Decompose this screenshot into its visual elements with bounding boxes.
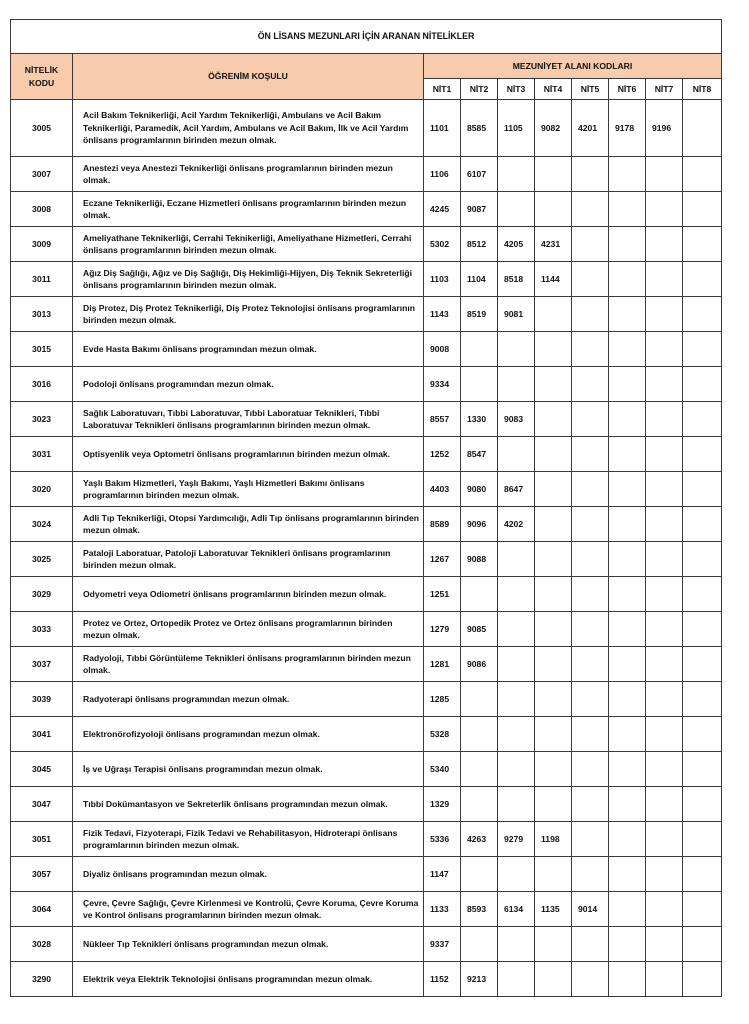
nit4-cell bbox=[535, 612, 572, 647]
ogrenim-kosulu-cell: Fizik Tedavi, Fizyoterapi, Fizik Tedavi ve Rehabilitasyon, Hidroterapi önlisans programlarının birinden mezun olmak. bbox=[73, 822, 424, 857]
nit6-cell bbox=[609, 822, 646, 857]
table-row bbox=[11, 612, 722, 647]
nit6-cell bbox=[609, 192, 646, 227]
nit3-cell bbox=[498, 682, 535, 717]
header-nit7: NİT7 bbox=[646, 79, 683, 100]
nit6-cell bbox=[609, 962, 646, 997]
table-row bbox=[11, 192, 722, 227]
nit4-cell bbox=[535, 577, 572, 612]
nit5-cell bbox=[572, 682, 609, 717]
nit1-cell: 1251 bbox=[424, 577, 461, 612]
nit6-cell bbox=[609, 472, 646, 507]
table-row bbox=[11, 437, 722, 472]
nit7-cell bbox=[646, 822, 683, 857]
nit6-cell bbox=[609, 332, 646, 367]
header-mezuniyet-alani-kodlari: MEZUNİYET ALANI KODLARI bbox=[424, 54, 722, 79]
ogrenim-kosulu-cell: Radyoterapi önlisans programından mezun olmak. bbox=[73, 682, 424, 717]
header-nit4: NİT4 bbox=[535, 79, 572, 100]
nit2-cell bbox=[461, 367, 498, 402]
nit3-cell bbox=[498, 927, 535, 962]
table-row bbox=[11, 752, 722, 787]
table-row bbox=[11, 577, 722, 612]
nit8-cell bbox=[683, 752, 722, 787]
nit1-cell: 1329 bbox=[424, 787, 461, 822]
nit5-cell bbox=[572, 402, 609, 437]
nit1-cell: 1279 bbox=[424, 612, 461, 647]
nit3-cell bbox=[498, 367, 535, 402]
nit1-cell: 1147 bbox=[424, 857, 461, 892]
header-nit3: NİT3 bbox=[498, 79, 535, 100]
nit8-cell bbox=[683, 402, 722, 437]
ogrenim-kosulu-cell: Odyometri veya Odiometri önlisans programlarının birinden mezun olmak. bbox=[73, 577, 424, 612]
table-body bbox=[11, 100, 722, 997]
table-row bbox=[11, 100, 722, 157]
nit5-cell bbox=[572, 192, 609, 227]
nit3-cell: 8647 bbox=[498, 472, 535, 507]
nit3-cell: 1105 bbox=[498, 100, 535, 157]
nit3-cell bbox=[498, 857, 535, 892]
nit8-cell bbox=[683, 612, 722, 647]
nit1-cell: 5340 bbox=[424, 752, 461, 787]
nit4-cell: 1198 bbox=[535, 822, 572, 857]
nit1-cell: 9008 bbox=[424, 332, 461, 367]
nit6-cell bbox=[609, 682, 646, 717]
nitelik-code-cell: 3005 bbox=[11, 100, 73, 157]
nit8-cell bbox=[683, 787, 722, 822]
header-nit2: NİT2 bbox=[461, 79, 498, 100]
nit6-cell bbox=[609, 892, 646, 927]
nit8-cell bbox=[683, 227, 722, 262]
table-row bbox=[11, 402, 722, 437]
nit7-cell bbox=[646, 507, 683, 542]
nit3-cell bbox=[498, 542, 535, 577]
nit7-cell bbox=[646, 787, 683, 822]
nitelik-code-cell: 3009 bbox=[11, 227, 73, 262]
nit7-cell bbox=[646, 577, 683, 612]
nit8-cell bbox=[683, 472, 722, 507]
nit6-cell bbox=[609, 157, 646, 192]
nit2-cell: 8519 bbox=[461, 297, 498, 332]
ogrenim-kosulu-cell: Protez ve Ortez, Ortopedik Protez ve Ortez önlisans programlarının birinden mezun olmak. bbox=[73, 612, 424, 647]
nit3-cell bbox=[498, 332, 535, 367]
nit6-cell bbox=[609, 297, 646, 332]
nit2-cell bbox=[461, 752, 498, 787]
nit5-cell bbox=[572, 227, 609, 262]
nit3-cell: 4205 bbox=[498, 227, 535, 262]
nit1-cell: 1285 bbox=[424, 682, 461, 717]
nit1-cell: 9334 bbox=[424, 367, 461, 402]
nit4-cell bbox=[535, 647, 572, 682]
nit2-cell: 9096 bbox=[461, 507, 498, 542]
nit4-cell: 4231 bbox=[535, 227, 572, 262]
nit7-cell bbox=[646, 192, 683, 227]
nit2-cell bbox=[461, 577, 498, 612]
nit5-cell: 4201 bbox=[572, 100, 609, 157]
header-nit8: NİT8 bbox=[683, 79, 722, 100]
nit4-cell bbox=[535, 472, 572, 507]
table-row bbox=[11, 892, 722, 927]
ogrenim-kosulu-cell: Anestezi veya Anestezi Teknikerliği önlisans programlarının birinden mezun olmak. bbox=[73, 157, 424, 192]
nit3-cell: 8518 bbox=[498, 262, 535, 297]
table-row bbox=[11, 472, 722, 507]
nit6-cell bbox=[609, 507, 646, 542]
nit6-cell bbox=[609, 927, 646, 962]
nitelik-code-cell: 3045 bbox=[11, 752, 73, 787]
ogrenim-kosulu-cell: Çevre, Çevre Sağlığı, Çevre Kirlenmesi ve Kontrolü, Çevre Koruma, Çevre Koruma ve Kontrol önlisans programlarının birinden mezun olmak. bbox=[73, 892, 424, 927]
nitelik-code-cell: 3008 bbox=[11, 192, 73, 227]
nit8-cell bbox=[683, 647, 722, 682]
nit8-cell bbox=[683, 367, 722, 402]
nit1-cell: 4245 bbox=[424, 192, 461, 227]
header-ogrenim-kosulu: ÖĞRENİM KOŞULU bbox=[73, 54, 424, 100]
nit5-cell bbox=[572, 787, 609, 822]
ogrenim-kosulu-cell: Adli Tıp Teknikerliği, Otopsi Yardımcılığı, Adli Tıp önlisans programlarının birinden mezun olmak. bbox=[73, 507, 424, 542]
nit7-cell bbox=[646, 612, 683, 647]
nit8-cell bbox=[683, 100, 722, 157]
nit4-cell bbox=[535, 157, 572, 192]
nit4-cell bbox=[535, 962, 572, 997]
nit3-cell: 9083 bbox=[498, 402, 535, 437]
nit6-cell bbox=[609, 752, 646, 787]
nit2-cell: 9080 bbox=[461, 472, 498, 507]
nit2-cell: 9087 bbox=[461, 192, 498, 227]
nit1-cell: 1103 bbox=[424, 262, 461, 297]
nit4-cell bbox=[535, 857, 572, 892]
nit2-cell bbox=[461, 717, 498, 752]
nit2-cell: 8512 bbox=[461, 227, 498, 262]
nit6-cell bbox=[609, 612, 646, 647]
nit5-cell bbox=[572, 262, 609, 297]
nit4-cell bbox=[535, 717, 572, 752]
ogrenim-kosulu-cell: Ameliyathane Teknikerliği, Cerrahi Teknikerliği, Ameliyathane Hizmetleri, Cerrahi önlisans programlarının birinden mezun olmak. bbox=[73, 227, 424, 262]
nit2-cell: 8585 bbox=[461, 100, 498, 157]
nitelik-code-cell: 3029 bbox=[11, 577, 73, 612]
nit4-cell bbox=[535, 437, 572, 472]
nit5-cell bbox=[572, 927, 609, 962]
nit6-cell bbox=[609, 857, 646, 892]
table-row bbox=[11, 857, 722, 892]
nit3-cell bbox=[498, 752, 535, 787]
table-row bbox=[11, 297, 722, 332]
nit2-cell: 6107 bbox=[461, 157, 498, 192]
nit5-cell bbox=[572, 332, 609, 367]
nit7-cell bbox=[646, 262, 683, 297]
nit5-cell bbox=[572, 577, 609, 612]
nit7-cell bbox=[646, 367, 683, 402]
nit2-cell: 8547 bbox=[461, 437, 498, 472]
ogrenim-kosulu-cell: Evde Hasta Bakımı önlisans programından mezun olmak. bbox=[73, 332, 424, 367]
table-row bbox=[11, 962, 722, 997]
nitelik-code-cell: 3016 bbox=[11, 367, 73, 402]
nitelik-code-cell: 3025 bbox=[11, 542, 73, 577]
ogrenim-kosulu-cell: Diş Protez, Diş Protez Teknikerliği, Diş Protez Teknolojisi önlisans programlarının birinden mezun olmak. bbox=[73, 297, 424, 332]
header-nit6: NİT6 bbox=[609, 79, 646, 100]
nitelik-code-cell: 3020 bbox=[11, 472, 73, 507]
ogrenim-kosulu-cell: Sağlık Laboratuvarı, Tıbbi Laboratuvar, Tıbbi Laboratuar Teknikleri, Tıbbi Laboratuvar Teknikleri önlisans programlarının birinden mezun olmak. bbox=[73, 402, 424, 437]
nit6-cell bbox=[609, 787, 646, 822]
nit5-cell bbox=[572, 822, 609, 857]
nit3-cell bbox=[498, 787, 535, 822]
nit2-cell: 1330 bbox=[461, 402, 498, 437]
nit2-cell bbox=[461, 787, 498, 822]
nit2-cell: 9088 bbox=[461, 542, 498, 577]
nitelik-code-cell: 3041 bbox=[11, 717, 73, 752]
ogrenim-kosulu-cell: Elektronörofizyoloji önlisans programından mezun olmak. bbox=[73, 717, 424, 752]
ogrenim-kosulu-cell: Eczane Teknikerliği, Eczane Hizmetleri önlisans programlarının birinden mezun olmak. bbox=[73, 192, 424, 227]
nit5-cell bbox=[572, 367, 609, 402]
table-row bbox=[11, 332, 722, 367]
nit1-cell: 5336 bbox=[424, 822, 461, 857]
table-title: ÖN LİSANS MEZUNLARI İÇİN ARANAN NİTELİKLER bbox=[11, 20, 722, 54]
nit5-cell bbox=[572, 717, 609, 752]
nitelik-code-cell: 3023 bbox=[11, 402, 73, 437]
nit8-cell bbox=[683, 262, 722, 297]
table-row bbox=[11, 717, 722, 752]
nit8-cell bbox=[683, 437, 722, 472]
nitelik-code-cell: 3051 bbox=[11, 822, 73, 857]
nitelik-code-cell: 3015 bbox=[11, 332, 73, 367]
nit2-cell bbox=[461, 857, 498, 892]
nit8-cell bbox=[683, 192, 722, 227]
nit7-cell bbox=[646, 752, 683, 787]
nit6-cell bbox=[609, 262, 646, 297]
nit1-cell: 5302 bbox=[424, 227, 461, 262]
nit3-cell bbox=[498, 577, 535, 612]
nit3-cell bbox=[498, 437, 535, 472]
nitelik-code-cell: 3039 bbox=[11, 682, 73, 717]
table-row bbox=[11, 507, 722, 542]
nit5-cell bbox=[572, 647, 609, 682]
nit8-cell bbox=[683, 332, 722, 367]
nit1-cell: 1281 bbox=[424, 647, 461, 682]
nit1-cell: 1106 bbox=[424, 157, 461, 192]
ogrenim-kosulu-cell: Radyoloji, Tıbbi Görüntüleme Teknikleri önlisans programlarının birinden mezun olmak. bbox=[73, 647, 424, 682]
nit7-cell bbox=[646, 332, 683, 367]
nit5-cell bbox=[572, 297, 609, 332]
nit4-cell: 1144 bbox=[535, 262, 572, 297]
nit5-cell bbox=[572, 542, 609, 577]
nit4-cell bbox=[535, 507, 572, 542]
ogrenim-kosulu-cell: Podoloji önlisans programından mezun olmak. bbox=[73, 367, 424, 402]
ogrenim-kosulu-cell: Pataloji Laboratuar, Patoloji Laboratuvar Teknikleri önlisans programlarının birinden mezun olmak. bbox=[73, 542, 424, 577]
nit1-cell: 8589 bbox=[424, 507, 461, 542]
nit2-cell: 9086 bbox=[461, 647, 498, 682]
nit8-cell bbox=[683, 717, 722, 752]
nit8-cell bbox=[683, 822, 722, 857]
nit4-cell: 1135 bbox=[535, 892, 572, 927]
nit1-cell: 1267 bbox=[424, 542, 461, 577]
nit5-cell bbox=[572, 612, 609, 647]
nitelik-code-cell: 3031 bbox=[11, 437, 73, 472]
nit1-cell: 8557 bbox=[424, 402, 461, 437]
ogrenim-kosulu-cell: Diyaliz önlisans programından mezun olmak. bbox=[73, 857, 424, 892]
nit6-cell: 9178 bbox=[609, 100, 646, 157]
nit5-cell bbox=[572, 962, 609, 997]
nit1-cell: 1101 bbox=[424, 100, 461, 157]
header-nit1: NİT1 bbox=[424, 79, 461, 100]
nit8-cell bbox=[683, 892, 722, 927]
nit7-cell bbox=[646, 472, 683, 507]
table-row bbox=[11, 542, 722, 577]
nit7-cell bbox=[646, 962, 683, 997]
nit1-cell: 1152 bbox=[424, 962, 461, 997]
table-row bbox=[11, 157, 722, 192]
nit2-cell: 1104 bbox=[461, 262, 498, 297]
nit4-cell bbox=[535, 752, 572, 787]
nit6-cell bbox=[609, 367, 646, 402]
nit5-cell bbox=[572, 752, 609, 787]
nit5-cell bbox=[572, 507, 609, 542]
nitelik-code-cell: 3037 bbox=[11, 647, 73, 682]
ogrenim-kosulu-cell: Optisyenlik veya Optometri önlisans programlarının birinden mezun olmak. bbox=[73, 437, 424, 472]
qualifications-table bbox=[10, 19, 722, 997]
nit2-cell: 9085 bbox=[461, 612, 498, 647]
nit3-cell bbox=[498, 647, 535, 682]
nit6-cell bbox=[609, 437, 646, 472]
nit6-cell bbox=[609, 647, 646, 682]
nitelik-code-cell: 3033 bbox=[11, 612, 73, 647]
nitelik-code-cell: 3064 bbox=[11, 892, 73, 927]
nit6-cell bbox=[609, 717, 646, 752]
nit8-cell bbox=[683, 577, 722, 612]
nit4-cell bbox=[535, 192, 572, 227]
table-row bbox=[11, 682, 722, 717]
nit6-cell bbox=[609, 577, 646, 612]
nit7-cell bbox=[646, 647, 683, 682]
nitelik-code-cell: 3024 bbox=[11, 507, 73, 542]
nit3-cell: 4202 bbox=[498, 507, 535, 542]
nit7-cell bbox=[646, 682, 683, 717]
nit6-cell bbox=[609, 402, 646, 437]
table-row bbox=[11, 822, 722, 857]
nitelik-code-cell: 3011 bbox=[11, 262, 73, 297]
ogrenim-kosulu-cell: Elektrik veya Elektrik Teknolojisi önlisans programından mezun olmak. bbox=[73, 962, 424, 997]
nit7-cell bbox=[646, 857, 683, 892]
ogrenim-kosulu-cell: Yaşlı Bakım Hizmetleri, Yaşlı Bakımı, Yaşlı Hizmetleri Bakımı önlisans programlarının birinden mezun olmak. bbox=[73, 472, 424, 507]
nit7-cell bbox=[646, 892, 683, 927]
nit2-cell: 9213 bbox=[461, 962, 498, 997]
header-nitelik-kodu: NİTELİK KODU bbox=[11, 54, 73, 100]
nit8-cell bbox=[683, 857, 722, 892]
nitelik-code-cell: 3028 bbox=[11, 927, 73, 962]
nit3-cell bbox=[498, 192, 535, 227]
nit3-cell: 6134 bbox=[498, 892, 535, 927]
nit5-cell bbox=[572, 157, 609, 192]
nit8-cell bbox=[683, 157, 722, 192]
nit4-cell bbox=[535, 927, 572, 962]
nitelik-code-cell: 3007 bbox=[11, 157, 73, 192]
nit7-cell bbox=[646, 402, 683, 437]
table-row bbox=[11, 227, 722, 262]
nit3-cell: 9081 bbox=[498, 297, 535, 332]
nit7-cell bbox=[646, 297, 683, 332]
nit7-cell: 9196 bbox=[646, 100, 683, 157]
nit4-cell bbox=[535, 787, 572, 822]
table-row bbox=[11, 262, 722, 297]
nit1-cell: 1252 bbox=[424, 437, 461, 472]
nit3-cell bbox=[498, 612, 535, 647]
nit8-cell bbox=[683, 507, 722, 542]
nit8-cell bbox=[683, 682, 722, 717]
nitelik-code-cell: 3047 bbox=[11, 787, 73, 822]
nit7-cell bbox=[646, 157, 683, 192]
nit1-cell: 4403 bbox=[424, 472, 461, 507]
ogrenim-kosulu-cell: Acil Bakım Teknikerliği, Acil Yardım Teknikerliği, Ambulans ve Acil Bakım Teknikerliği, Paramedik, Acil Yardım, Ambulans ve Acil Bakım, İlk ve Acil Yardım önlisans programlarının birinden mezun olmak. bbox=[73, 100, 424, 157]
nit7-cell bbox=[646, 927, 683, 962]
nit2-cell bbox=[461, 682, 498, 717]
ogrenim-kosulu-cell: Tıbbi Dokümantasyon ve Sekreterlik önlisans programından mezun olmak. bbox=[73, 787, 424, 822]
nitelik-code-cell: 3013 bbox=[11, 297, 73, 332]
nit8-cell bbox=[683, 927, 722, 962]
ogrenim-kosulu-cell: İş ve Uğraşı Terapisi önlisans programından mezun olmak. bbox=[73, 752, 424, 787]
nit8-cell bbox=[683, 297, 722, 332]
nit6-cell bbox=[609, 542, 646, 577]
nit6-cell bbox=[609, 227, 646, 262]
nit2-cell bbox=[461, 927, 498, 962]
nit4-cell bbox=[535, 542, 572, 577]
nit1-cell: 1133 bbox=[424, 892, 461, 927]
nit4-cell bbox=[535, 402, 572, 437]
nit5-cell: 9014 bbox=[572, 892, 609, 927]
nit4-cell bbox=[535, 367, 572, 402]
ogrenim-kosulu-cell: Nükleer Tıp Teknikleri önlisans programından mezun olmak. bbox=[73, 927, 424, 962]
nit1-cell: 5328 bbox=[424, 717, 461, 752]
table-row bbox=[11, 367, 722, 402]
ogrenim-kosulu-cell: Ağız Diş Sağlığı, Ağız ve Diş Sağlığı, Diş Hekimliği-Hijyen, Diş Teknik Sekreterliği önlisans programlarının birinden mezun olmak. bbox=[73, 262, 424, 297]
nit7-cell bbox=[646, 542, 683, 577]
nit1-cell: 1143 bbox=[424, 297, 461, 332]
nit3-cell bbox=[498, 157, 535, 192]
nit4-cell bbox=[535, 297, 572, 332]
nit4-cell bbox=[535, 682, 572, 717]
nit3-cell: 9279 bbox=[498, 822, 535, 857]
nitelik-code-cell: 3057 bbox=[11, 857, 73, 892]
nit5-cell bbox=[572, 437, 609, 472]
nit8-cell bbox=[683, 962, 722, 997]
nit3-cell bbox=[498, 962, 535, 997]
table-row bbox=[11, 647, 722, 682]
nitelik-code-cell: 3290 bbox=[11, 962, 73, 997]
nit4-cell: 9082 bbox=[535, 100, 572, 157]
nit7-cell bbox=[646, 717, 683, 752]
nit4-cell bbox=[535, 332, 572, 367]
header-nit5: NİT5 bbox=[572, 79, 609, 100]
nit5-cell bbox=[572, 857, 609, 892]
nit7-cell bbox=[646, 227, 683, 262]
nit5-cell bbox=[572, 472, 609, 507]
nit2-cell bbox=[461, 332, 498, 367]
nit2-cell: 8593 bbox=[461, 892, 498, 927]
nit8-cell bbox=[683, 542, 722, 577]
nit7-cell bbox=[646, 437, 683, 472]
table-row bbox=[11, 927, 722, 962]
nit2-cell: 4263 bbox=[461, 822, 498, 857]
nit1-cell: 9337 bbox=[424, 927, 461, 962]
table-row bbox=[11, 787, 722, 822]
nit3-cell bbox=[498, 717, 535, 752]
